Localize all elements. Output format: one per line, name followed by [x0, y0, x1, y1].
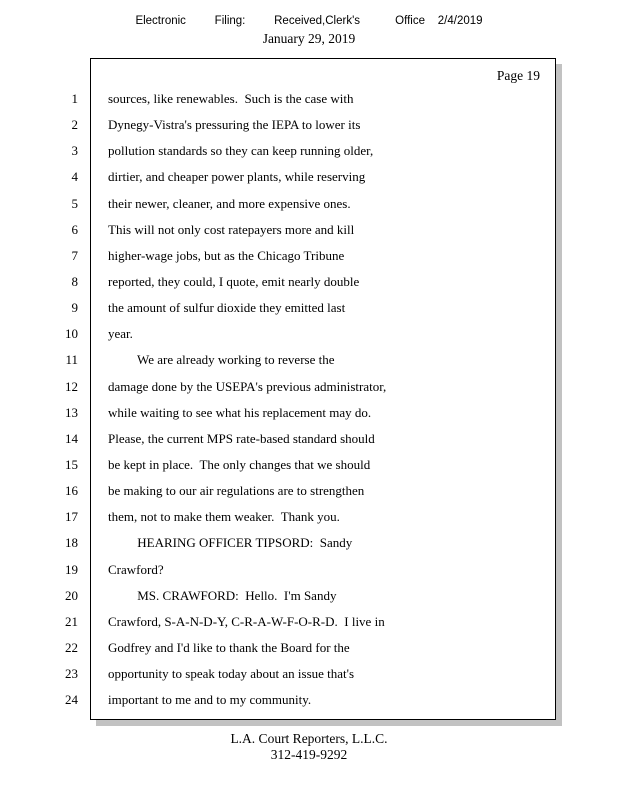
transcript-line: [0, 478, 618, 504]
transcript-line: [0, 191, 618, 217]
line-text: their newer, cleaner, and more expensive ones.: [108, 195, 351, 211]
efiling-stamp: Electronic Filing: Received,Clerk's Office 2/4/2019: [135, 15, 483, 27]
line-text: the amount of sulfur dioxide they emitted last: [108, 300, 346, 316]
reporter-phone: 312-419-9292: [270, 746, 348, 762]
transcript-line: [0, 452, 618, 478]
line-text: higher-wage jobs, but as the Chicago Tribune: [108, 247, 345, 263]
line-text: Crawford?: [108, 561, 164, 577]
line-number: 1: [71, 91, 78, 106]
line-number: 14: [65, 430, 78, 446]
reporter-company: L.A. Court Reporters, L.L.C.: [230, 731, 388, 746]
line-number: 17: [65, 509, 78, 525]
transcript-line: [0, 321, 618, 347]
transcript-line: [0, 400, 618, 426]
transcript-line: [0, 217, 618, 243]
transcript-line: [0, 86, 618, 112]
line-number: 2: [71, 117, 78, 133]
line-text: sources, like renewables. Such is the case with: [108, 91, 354, 106]
transcript-line: [0, 295, 618, 321]
line-text: Godfrey and I'd like to thank the Board for the: [108, 639, 350, 655]
line-number: 21: [65, 613, 78, 629]
line-number: 16: [65, 483, 78, 499]
line-number: 5: [71, 195, 78, 211]
transcript-line: [0, 661, 618, 687]
line-number: 4: [71, 169, 78, 185]
page-number-label: Page 19: [496, 68, 540, 83]
line-text: HEARING OFFICER TIPSORD: Sandy: [108, 535, 353, 551]
line-text: damage done by the USEPA's previous administrator,: [108, 378, 387, 394]
line-text: be making to our air regulations are to strengthen: [108, 483, 365, 499]
transcript-line: [0, 164, 618, 190]
line-number: 10: [65, 326, 78, 342]
hearing-date: January 29, 2019: [262, 31, 356, 46]
line-text: reported, they could, I quote, emit nearly double: [108, 273, 360, 289]
line-number: 8: [71, 273, 78, 289]
line-number: 20: [65, 587, 78, 603]
line-number: 11: [65, 352, 78, 368]
transcript-line: [0, 557, 618, 583]
line-number: 22: [65, 639, 78, 655]
line-number: 24: [65, 692, 78, 708]
line-number: 7: [71, 247, 78, 263]
line-text: important to me and to my community.: [108, 692, 312, 708]
transcript-line: [0, 138, 618, 164]
transcript-line: [0, 243, 618, 269]
transcript-line: [0, 530, 618, 556]
line-text: be kept in place. The only changes that we should: [108, 456, 371, 472]
transcript-line: [0, 635, 618, 661]
line-number: 6: [71, 221, 78, 237]
line-text: We are already working to reverse the: [108, 352, 335, 368]
transcript-lines: [0, 86, 618, 713]
reporter-footer: [0, 731, 618, 762]
line-text: while waiting to see what his replacement may do.: [108, 404, 372, 420]
line-text: year.: [108, 326, 133, 342]
line-text: MS. CRAWFORD: Hello. I'm Sandy: [108, 587, 337, 603]
line-text: Please, the current MPS rate-based standard should: [108, 430, 375, 446]
line-text: dirtier, and cheaper power plants, while reserving: [108, 169, 366, 185]
line-text: Crawford, S-A-N-D-Y, C-R-A-W-F-O-R-D. I live in: [108, 613, 385, 629]
line-number: 3: [71, 143, 78, 159]
line-number: 18: [65, 535, 78, 551]
transcript-line: [0, 347, 618, 373]
line-number: 9: [71, 300, 78, 316]
line-text: opportunity to speak today about an issue that's: [108, 666, 355, 682]
transcript-line: [0, 687, 618, 713]
line-number: 13: [65, 404, 78, 420]
transcript-line: [0, 269, 618, 295]
line-number: 15: [65, 456, 78, 472]
line-text: Dynegy-Vistra's pressuring the IEPA to lower its: [108, 117, 361, 133]
transcript-line: [0, 504, 618, 530]
transcript-line: [0, 609, 618, 635]
transcript-line: [0, 426, 618, 452]
line-number: 23: [65, 666, 78, 682]
line-text: This will not only cost ratepayers more and kill: [108, 221, 355, 237]
transcript-line: [0, 112, 618, 138]
line-text: them, not to make them weaker. Thank you.: [108, 509, 340, 525]
transcript-line: [0, 374, 618, 400]
line-number: 19: [65, 561, 78, 577]
transcript-line: [0, 583, 618, 609]
line-text: pollution standards so they can keep running older,: [108, 143, 374, 159]
line-number: 12: [65, 378, 78, 394]
